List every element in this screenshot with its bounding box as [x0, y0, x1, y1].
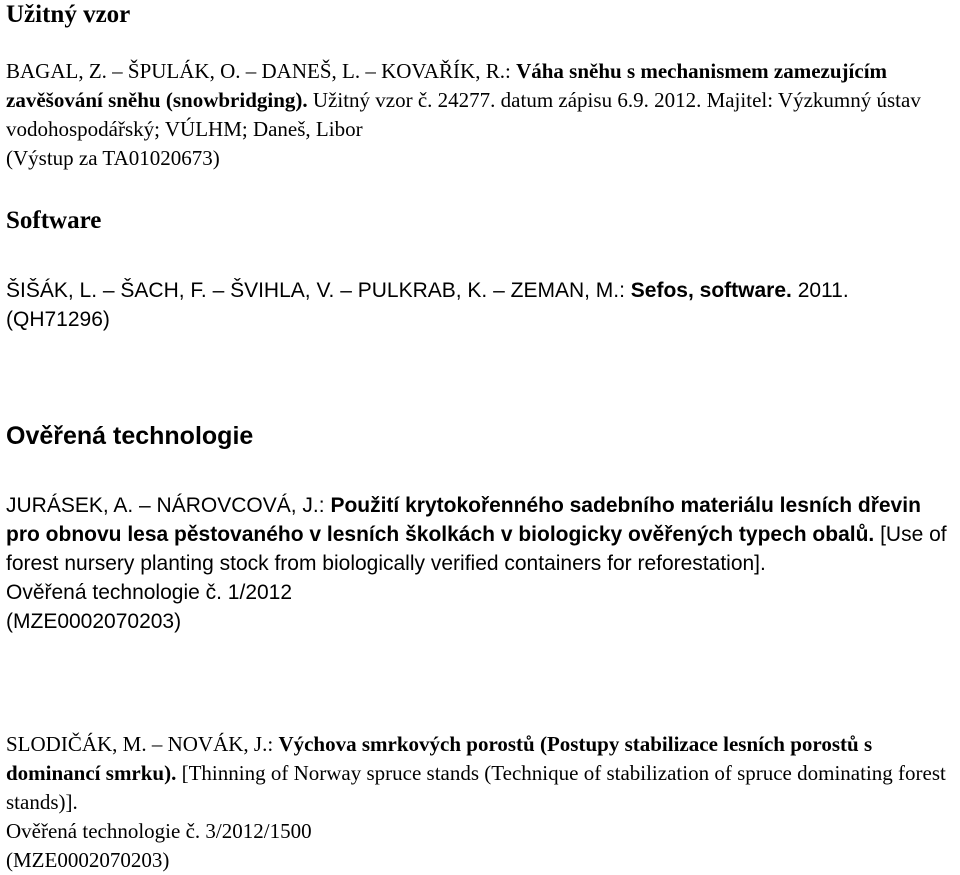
- entry-title: Výchova smrkových porostů (Postupy stabilizace lesních porostů s dominancí smrku).: [6, 732, 873, 785]
- entry-authors: ŠIŠÁK, L. – ŠACH, F. – ŠVIHLA, V. – PULKRAB, K. – ZEMAN, M.:: [6, 279, 625, 302]
- entry-translation: [Use of forest nursery planting stock from biologically verified containers for reforestation].: [6, 523, 947, 575]
- section-heading-utility-model: Užitný vzor: [6, 1, 131, 28]
- entry-project: (MZE0002070203): [6, 610, 182, 633]
- entry-title: Použití krytokořenného sadebního materiálu lesních dřevin pro obnovu lesa pěstovaného v lesních školkách v biologicky ověřených typech obalů.: [6, 494, 921, 546]
- entry-type: Ověřená technologie č. 1/2012: [6, 581, 293, 604]
- entry-authors: SLODIČÁK, M. – NOVÁK, J.:: [6, 732, 274, 756]
- entry-verified-technology-2: [6, 730, 958, 875]
- section-heading-software: Software: [6, 207, 102, 234]
- entry-project: (QH71296): [6, 308, 110, 331]
- entry-title: Sefos, software.: [630, 279, 792, 302]
- entry-utility-model: [6, 57, 958, 173]
- entry-translation: [Thinning of Norway spruce stands (Technique of stabilization of spruce dominating forest stands)].: [6, 761, 946, 814]
- entry-authors: JURÁSEK, A. – NÁROVCOVÁ, J.:: [6, 494, 325, 517]
- entry-verified-technology-1: [6, 491, 958, 636]
- entry-type: Ověřená technologie č. 3/2012/1500: [6, 819, 312, 843]
- entry-title: Váha sněhu s mechanismem zamezujícím zavěšování sněhu (snowbridging).: [6, 59, 888, 112]
- entry-authors: BAGAL, Z. – ŠPULÁK, O. – DANEŠ, L. – KOVAŘÍK, R.:: [6, 59, 511, 83]
- entry-details: Užitný vzor č. 24277. datum zápisu 6.9. 2012. Majitel: Výzkumný ústav vodohospodářský; VÚLHM; Daneš, Libor: [6, 88, 921, 141]
- entry-project: (Výstup za TA01020673): [6, 146, 220, 170]
- entry-details: 2011.: [797, 279, 849, 302]
- entry-project: (MZE0002070203): [6, 848, 170, 872]
- entry-software: [6, 276, 849, 334]
- section-heading-verified-technology: Ověřená technologie: [6, 422, 254, 450]
